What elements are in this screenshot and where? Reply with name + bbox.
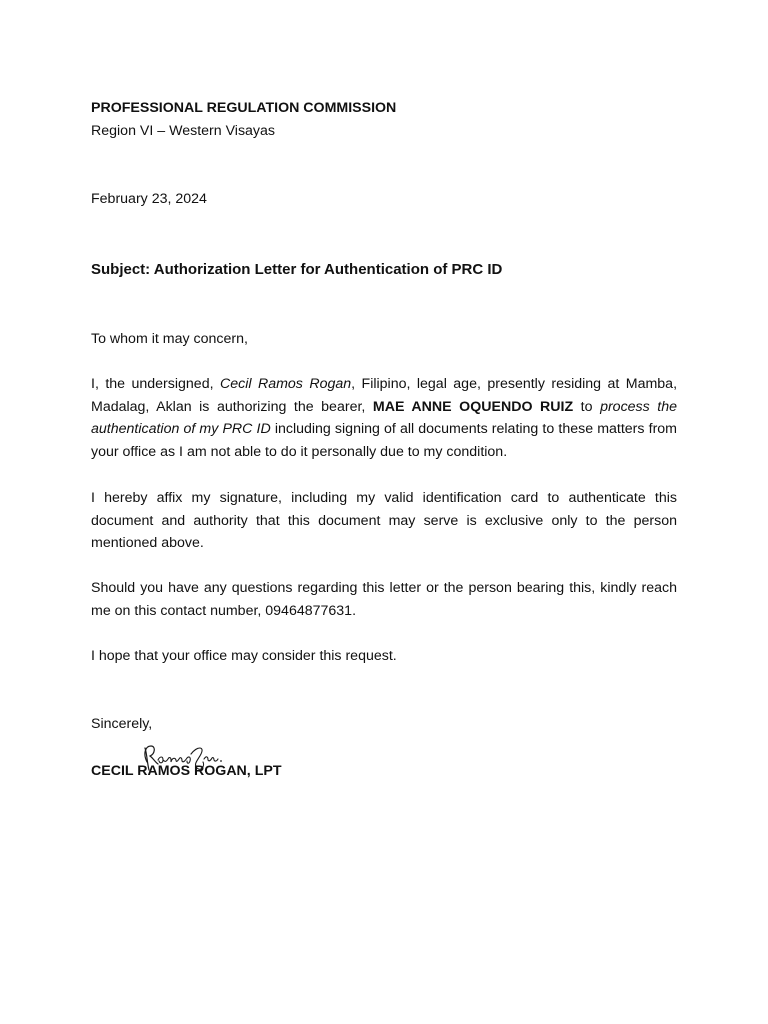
region-line: Region VI – Western Visayas xyxy=(91,123,276,139)
paragraph-text: to xyxy=(573,398,601,415)
agency-name: PROFESSIONAL REGULATION COMMISSION xyxy=(91,100,397,116)
signature-block xyxy=(91,740,351,790)
body-paragraph-2: I hereby affix my signature, including my valid identification card to authenticate this document and authority that this document may serve is exclusive only to the person mentioned above. xyxy=(91,490,677,552)
letter-date: February 23, 2024 xyxy=(91,191,207,207)
signatory-name: CECIL RAMOS ROGAN, LPT xyxy=(91,763,282,779)
body-paragraph-4: I hope that your office may consider this request. xyxy=(91,648,397,664)
salutation: To whom it may concern, xyxy=(91,331,248,347)
body-paragraph-1 xyxy=(91,373,677,463)
closing: Sincerely, xyxy=(91,716,153,732)
paragraph-text: , Filipino, legal age, presently residing at Mamba, Madalag, Aklan is authorizing the bearer, xyxy=(91,376,678,415)
body-paragraph-3: Should you have any questions regarding this letter or the person bearing this, kindly reach me on this contact number, 09464877631. xyxy=(91,580,677,619)
bearer-name: MAE ANNE OQUENDO RUIZ xyxy=(372,398,574,415)
letter-subject: Subject: Authorization Letter for Authentication of PRC ID xyxy=(91,261,503,278)
paragraph-text: including signing of all documents relating to these matters from your office as I am not able to do it personally due to my condition. xyxy=(91,421,677,460)
grantor-name: Cecil Ramos Rogan xyxy=(219,376,352,392)
paragraph-text: I, the undersigned, xyxy=(91,376,220,392)
purpose-text: process the authentication of my PRC ID xyxy=(91,398,678,438)
